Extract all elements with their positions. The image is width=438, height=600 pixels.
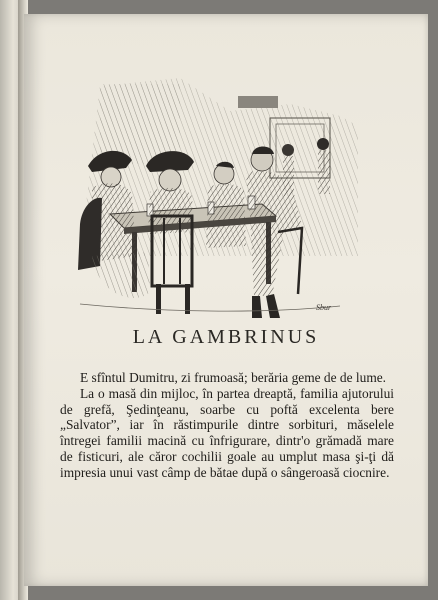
svg-text:Sbur: Sbur <box>316 303 332 312</box>
tavern-illustration <box>40 56 358 324</box>
paragraph: E sfîntul Dumitru, zi frumoasă; berăria geme de de lume. <box>80 370 387 385</box>
text-body <box>60 370 394 481</box>
chapter-title: LA GAMBRINUS <box>132 326 320 348</box>
paragraph: La o masă din mijloc, în partea dreaptă, familia ajutorului de grefă, Şedinţeanu, soarbe cu poftă excelenta bere „Salvator”, iar în răstimpurile dintre sorbituri, măselele întregei familii macină cu înfrigurare, dintr'o grămadă mare de fisticuri, ale căror cochilii goale au umplut masa şi-ţi dă impresia unui vast câmp de bătae după o sângeroasă ciocnire. <box>60 385 394 480</box>
